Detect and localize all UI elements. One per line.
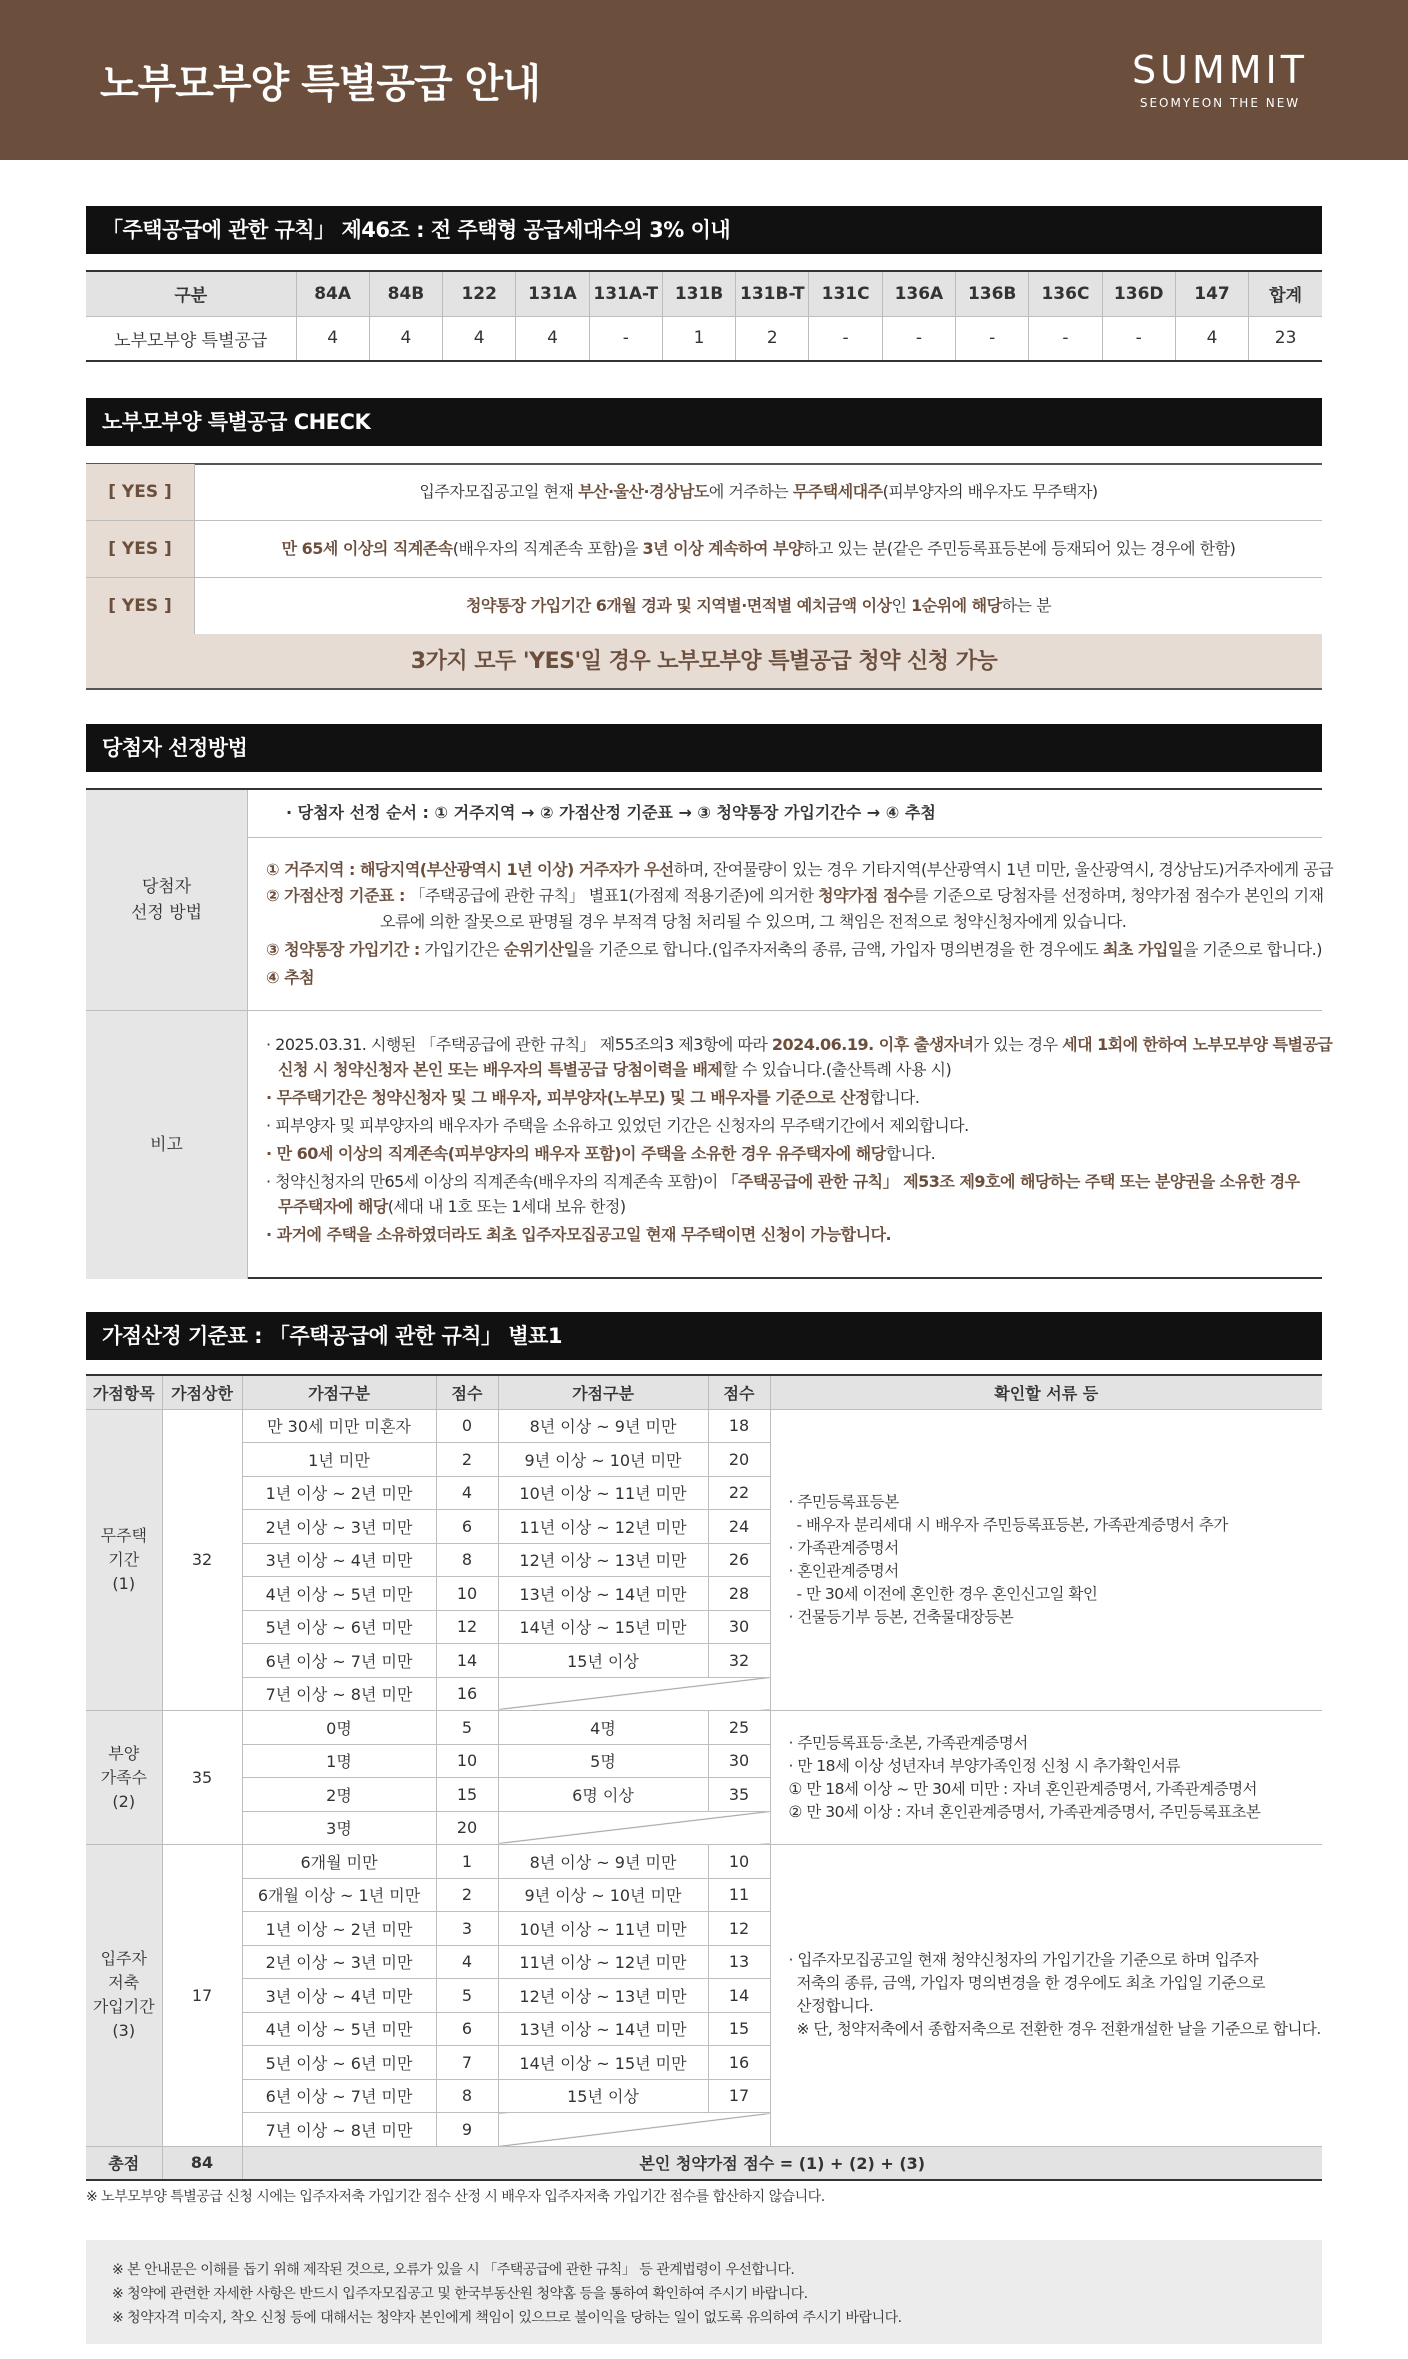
document-line: · 만 18세 이상 성년자녀 부양가족인정 신청 시 추가확인서류: [788, 1756, 1180, 1775]
check-summary: 3가지 모두 'YES'일 경우 노부모부양 특별공급 청약 신청 가능: [86, 634, 1322, 690]
score-cell: 4: [436, 1945, 498, 1979]
score-cell: 15: [436, 1778, 498, 1812]
selection-method-label: 당첨자 선정 방법: [86, 790, 248, 1011]
supply-cell: -: [956, 316, 1029, 361]
score-cell: 30: [708, 1744, 770, 1778]
supply-cell: 4: [369, 316, 442, 361]
score-documents: [770, 1845, 1322, 2147]
document-line: · 혼인관계증명서: [788, 1561, 899, 1580]
score-cell: 12: [436, 1610, 498, 1644]
remark-line-5: · 청약신청자의 만65세 이상의 직계존속(배우자의 직계존속 포함)이 「주택공급에 관한 규칙」 제53조 제9호에 해당하는 주택 또는 분양권을 소유한 경우: [266, 1172, 1300, 1191]
total-formula: 본인 청약가점 점수 = (1) + (2) + (3): [242, 2146, 1322, 2180]
score-header-cell: 확인할 서류 등: [770, 1375, 1322, 1409]
check-section-title: 노부모부양 특별공급 CHECK: [86, 398, 1322, 446]
score-category-line: 기간: [108, 1549, 140, 1569]
remarks-label: 비고: [86, 1011, 248, 1279]
page-header: [0, 0, 1408, 160]
score-cell: 12년 이상 ~ 13년 미만: [498, 1979, 708, 2013]
score-limit: 32: [162, 1409, 242, 1711]
remark-line-1b: 신청 시 청약신청자 본인 또는 배우자의 특별공급 당첨이력을 배제할 수 있습니다.(출산특례 사용 시): [278, 1060, 952, 1079]
score-cell: 10: [436, 1744, 498, 1778]
yes-tag: [ YES ]: [86, 578, 195, 634]
score-cell: 20: [708, 1443, 770, 1477]
remark-line-2: · 무주택기간은 청약신청자 및 그 배우자, 피부양자(노부모) 및 그 배우자를 기준으로 산정합니다.: [266, 1088, 920, 1107]
score-category-line: (3): [112, 2021, 136, 2041]
score-table: [86, 1374, 1322, 2181]
supply-data-row: [86, 316, 1322, 361]
check-text-3: 청약통장 가입기간 6개월 경과 및 지역별·면적별 예치금액 이상인 1순위에 해당하는 분: [465, 596, 1052, 615]
score-header-cell: 점수: [708, 1375, 770, 1409]
document-line: - 배우자 분리세대 시 배우자 주민등록표등본, 가족관계증명서 추가: [796, 1515, 1228, 1534]
supply-header-cell: 136A: [882, 271, 955, 316]
supply-cell: 4: [1175, 316, 1248, 361]
brand-logo: [1130, 48, 1310, 110]
supply-cell: 2: [736, 316, 809, 361]
supply-cell: 4: [296, 316, 369, 361]
score-cell: 6개월 미만: [242, 1845, 436, 1879]
score-cell: 10년 이상 ~ 11년 미만: [498, 1476, 708, 1510]
score-cell: 32: [708, 1644, 770, 1678]
score-cell: 5: [436, 1979, 498, 2013]
score-cell: 1년 이상 ~ 2년 미만: [242, 1912, 436, 1946]
score-cell: 3: [436, 1912, 498, 1946]
score-category-line: (2): [112, 1791, 136, 1811]
score-cell: 2년 이상 ~ 3년 미만: [242, 1945, 436, 1979]
score-cell: 4: [436, 1476, 498, 1510]
check-row-2: [86, 521, 1322, 578]
supply-header-cell: 131C: [809, 271, 882, 316]
score-category-line: 부양: [108, 1743, 140, 1763]
score-footnote: ※ 노부모부양 특별공급 신청 시에는 입주자저축 가입기간 점수 산정 시 배우자 입주자저축 가입기간 점수를 합산하지 않습니다.: [86, 2189, 825, 2205]
score-cell: 11: [708, 1878, 770, 1912]
page-title: 노부모부양 특별공급 안내: [100, 61, 540, 107]
remarks-body: [248, 1011, 1333, 1279]
selection-order: · 당첨자 선정 순서 : ① 거주지역 → ② 가점산정 기준표 → ③ 청약통장 가입기간수 → ④ 추첨: [248, 790, 1322, 838]
supply-header-cell: 131A-T: [589, 271, 662, 316]
supply-header-cell: 136B: [956, 271, 1029, 316]
score-cell: 5명: [498, 1744, 708, 1778]
score-cell: 1년 이상 ~ 2년 미만: [242, 1476, 436, 1510]
check-row-3: [86, 578, 1322, 635]
empty-diagonal-cell: [498, 1677, 770, 1711]
score-cell: 1: [436, 1845, 498, 1879]
supply-header-cell: 84A: [296, 271, 369, 316]
check-row-1: [86, 464, 1322, 521]
check-text-1: 입주자모집공고일 현재 부산·울산·경상남도에 거주하는 무주택세대주(피부양자의 배우자도 무주택자): [419, 482, 1098, 501]
logo-sub-text: SEOMYEON THE NEW: [1139, 96, 1301, 110]
document-line: ※ 단, 청약저축에서 종합저축으로 전환한 경우 전환개설한 날을 기준으로 합니다.: [796, 2020, 1321, 2039]
note-line: ※ 청약에 관련한 자세한 사항은 반드시 입주자모집공고 및 한국부동산원 청약홈 등을 통하여 확인하여 주시기 바랍니다.: [112, 2286, 808, 2302]
document-line: · 건물등기부 등본, 건축물대장등본: [788, 1607, 1014, 1626]
score-row: [86, 1409, 1322, 1443]
score-header-cell: 가점구분: [498, 1375, 708, 1409]
selection-section-title: 당첨자 선정방법: [86, 724, 1322, 772]
document-line: - 만 30세 이전에 혼인한 경우 혼인신고일 확인: [796, 1584, 1098, 1603]
score-cell: 2년 이상 ~ 3년 미만: [242, 1510, 436, 1544]
score-cell: 6: [436, 2012, 498, 2046]
supply-header-cell: 136D: [1102, 271, 1175, 316]
remark-line-3: · 피부양자 및 피부양자의 배우자가 주택을 소유하고 있었던 기간은 신청자의 무주택기간에서 제외합니다.: [266, 1116, 969, 1135]
logo-main-text: SUMMIT: [1132, 48, 1308, 92]
supply-cell: 1: [662, 316, 735, 361]
remark-line-4: · 만 60세 이상의 직계존속(피부양자의 배우자 포함)이 주택을 소유한 경우 유주택자에 해당합니다.: [266, 1144, 936, 1163]
supply-header-cell: 131A: [516, 271, 589, 316]
selection-table: [86, 788, 1334, 1279]
supply-header-row: [86, 271, 1322, 316]
score-cell: 10년 이상 ~ 11년 미만: [498, 1912, 708, 1946]
document-line: · 주민등록표등·초본, 가족관계증명서: [788, 1733, 1028, 1752]
method-line-2b: 오류에 의한 잘못으로 판명될 경우 부적격 당첨 처리될 수 있으며, 그 책임은 전적으로 청약신청자에게 있습니다.: [380, 912, 1127, 931]
score-cell: 7년 이상 ~ 8년 미만: [242, 1677, 436, 1711]
score-cell: 17: [708, 2079, 770, 2113]
score-cell: 20: [436, 1811, 498, 1845]
score-cell: 11년 이상 ~ 12년 미만: [498, 1945, 708, 1979]
score-cell: 26: [708, 1543, 770, 1577]
score-header-cell: 가점항목: [86, 1375, 162, 1409]
score-cell: 30: [708, 1610, 770, 1644]
remark-line-1: · 2025.03.31. 시행된 「주택공급에 관한 규칙」 제55조의3 제3항에 따라 2024.06.19. 이후 출생자녀가 있는 경우 세대 1회에 한하여 노부모부양 특별공급: [266, 1035, 1333, 1054]
supply-cell: -: [1102, 316, 1175, 361]
score-cell: 8: [436, 1543, 498, 1577]
method-line-2: ② 가점산정 기준표 : 「주택공급에 관한 규칙」 별표1(가점제 적용기준)에 의거한 청약가점 점수를 기준으로 당첨자를 선정하며, 청약가점 점수가 본인의 기재: [266, 886, 1324, 905]
method-line-4: ④ 추첨: [266, 968, 315, 987]
score-cell: 12년 이상 ~ 13년 미만: [498, 1543, 708, 1577]
score-category: [86, 1711, 162, 1845]
score-cell: 6명 이상: [498, 1778, 708, 1812]
document-line: 산정합니다.: [796, 1997, 874, 2016]
score-cell: 16: [436, 1677, 498, 1711]
score-cell: 10: [708, 1845, 770, 1879]
score-category: [86, 1409, 162, 1711]
score-cell: 6년 이상 ~ 7년 미만: [242, 2079, 436, 2113]
score-cell: 14년 이상 ~ 15년 미만: [498, 2046, 708, 2080]
supply-header-cell: 147: [1175, 271, 1248, 316]
score-row: [86, 1711, 1322, 1745]
score-cell: 7: [436, 2046, 498, 2080]
supply-cell: -: [809, 316, 882, 361]
supply-header-cell: 84B: [369, 271, 442, 316]
selection-method-body: [248, 838, 1334, 1011]
score-cell: 7년 이상 ~ 8년 미만: [242, 2113, 436, 2147]
score-cell: 11년 이상 ~ 12년 미만: [498, 1510, 708, 1544]
supply-header-cell: 구분: [86, 271, 296, 316]
score-cell: 2명: [242, 1778, 436, 1812]
score-cell: 0: [436, 1409, 498, 1443]
score-cell: 14년 이상 ~ 15년 미만: [498, 1610, 708, 1644]
score-cell: 3년 이상 ~ 4년 미만: [242, 1979, 436, 2013]
score-limit: 35: [162, 1711, 242, 1845]
score-cell: 4년 이상 ~ 5년 미만: [242, 1577, 436, 1611]
supply-header-cell: 합계: [1249, 271, 1322, 316]
score-cell: 9년 이상 ~ 10년 미만: [498, 1878, 708, 1912]
score-cell: 3년 이상 ~ 4년 미만: [242, 1543, 436, 1577]
score-category-line: 입주자: [100, 1949, 147, 1969]
score-cell: 16: [708, 2046, 770, 2080]
score-limit: 17: [162, 1845, 242, 2147]
score-cell: 6: [436, 1510, 498, 1544]
score-category-line: 무주택: [100, 1525, 147, 1545]
score-cell: 1명: [242, 1744, 436, 1778]
score-cell: 5: [436, 1711, 498, 1745]
supply-cell: -: [882, 316, 955, 361]
score-cell: 13년 이상 ~ 14년 미만: [498, 1577, 708, 1611]
document-line: 저축의 종류, 금액, 가입자 명의변경을 한 경우에도 최초 가입일 기준으로: [796, 1974, 1265, 1993]
score-cell: 13년 이상 ~ 14년 미만: [498, 2012, 708, 2046]
empty-diagonal-cell: [498, 1811, 770, 1845]
supply-cell: -: [589, 316, 662, 361]
yes-tag: [ YES ]: [86, 521, 195, 577]
supply-cell: 노부모부양 특별공급: [86, 316, 296, 361]
document-line: ① 만 18세 이상 ~ 만 30세 미만 : 자녀 혼인관계증명서, 가족관계증명서: [788, 1779, 1258, 1798]
score-cell: 15년 이상: [498, 1644, 708, 1678]
supply-header-cell: 131B-T: [736, 271, 809, 316]
score-header-cell: 가점상한: [162, 1375, 242, 1409]
score-cell: 0명: [242, 1711, 436, 1745]
score-cell: 15: [708, 2012, 770, 2046]
score-cell: 만 30세 미만 미혼자: [242, 1409, 436, 1443]
score-cell: 14: [436, 1644, 498, 1678]
document-line: · 가족관계증명서: [788, 1538, 899, 1557]
score-documents: [770, 1409, 1322, 1711]
score-cell: 12: [708, 1912, 770, 1946]
score-documents: [770, 1711, 1322, 1845]
score-cell: 2: [436, 1443, 498, 1477]
score-cell: 8년 이상 ~ 9년 미만: [498, 1409, 708, 1443]
supply-header-cell: 136C: [1029, 271, 1102, 316]
note-line: ※ 본 안내문은 이해를 돕기 위해 제작된 것으로, 오류가 있을 시 「주택공급에 관한 규칙」 등 관계법령이 우선합니다.: [112, 2262, 795, 2278]
score-cell: 24: [708, 1510, 770, 1544]
score-cell: 4명: [498, 1711, 708, 1745]
score-cell: 18: [708, 1409, 770, 1443]
document-line: · 주민등록표등본: [788, 1492, 899, 1511]
score-row: [86, 1845, 1322, 1879]
score-header-cell: 가점구분: [242, 1375, 436, 1409]
score-cell: 13: [708, 1945, 770, 1979]
score-cell: 22: [708, 1476, 770, 1510]
notes-box: [86, 2240, 1322, 2344]
score-cell: 10: [436, 1577, 498, 1611]
score-cell: 2: [436, 1878, 498, 1912]
supply-cell: 4: [516, 316, 589, 361]
note-line: ※ 청약자격 미숙지, 착오 신청 등에 대해서는 청약자 본인에게 책임이 있으므로 불이익을 당하는 일이 없도록 유의하여 주시기 바랍니다.: [112, 2310, 902, 2326]
score-cell: 5년 이상 ~ 6년 미만: [242, 1610, 436, 1644]
score-category-line: 가족수: [100, 1767, 147, 1787]
empty-diagonal-cell: [498, 2113, 770, 2147]
score-cell: 25: [708, 1711, 770, 1745]
score-category-line: (1): [112, 1573, 136, 1593]
total-value: 84: [162, 2146, 242, 2180]
score-cell: 3명: [242, 1811, 436, 1845]
score-cell: 1년 미만: [242, 1443, 436, 1477]
method-line-3: ③ 청약통장 가입기간 : 가입기간은 순위기산일을 기준으로 합니다.(입주자저축의 종류, 금액, 가입자 명의변경을 한 경우에도 최초 가입일을 기준으로 합니다.): [266, 940, 1322, 959]
score-cell: 4년 이상 ~ 5년 미만: [242, 2012, 436, 2046]
total-label: 총점: [86, 2146, 162, 2180]
score-header-row: [86, 1375, 1322, 1409]
score-category: [86, 1845, 162, 2147]
supply-table: [86, 270, 1322, 362]
remark-line-5b: 무주택자에 해당(세대 내 1호 또는 1세대 보유 한정): [278, 1197, 626, 1216]
score-cell: 28: [708, 1577, 770, 1611]
supply-cell: 23: [1249, 316, 1322, 361]
supply-header-cell: 122: [443, 271, 516, 316]
supply-cell: -: [1029, 316, 1102, 361]
score-cell: 8: [436, 2079, 498, 2113]
supply-section-title: 「주택공급에 관한 규칙」 제46조 : 전 주택형 공급세대수의 3% 이내: [86, 206, 1322, 254]
score-section-title: 가점산정 기준표 : 「주택공급에 관한 규칙」 별표1: [86, 1312, 1322, 1360]
check-text-2: 만 65세 이상의 직계존속(배우자의 직계존속 포함)을 3년 이상 계속하여 부양하고 있는 분(같은 주민등록표등본에 등재되어 있는 경우에 한함): [281, 539, 1236, 558]
method-line-1: ① 거주지역 : 해당지역(부산광역시 1년 이상) 거주자가 우선하며, 잔여물량이 있는 경우 기타지역(부산광역시 1년 미만, 울산광역시, 경상남도)거주자에게 공급: [266, 860, 1334, 879]
score-cell: 9년 이상 ~ 10년 미만: [498, 1443, 708, 1477]
score-cell: 6년 이상 ~ 7년 미만: [242, 1644, 436, 1678]
score-cell: 9: [436, 2113, 498, 2147]
score-header-cell: 점수: [436, 1375, 498, 1409]
document-line: ② 만 30세 이상 : 자녀 혼인관계증명서, 가족관계증명서, 주민등록표초본: [788, 1802, 1261, 1821]
score-cell: 5년 이상 ~ 6년 미만: [242, 2046, 436, 2080]
score-cell: 6개월 이상 ~ 1년 미만: [242, 1878, 436, 1912]
score-cell: 15년 이상: [498, 2079, 708, 2113]
supply-header-cell: 131B: [662, 271, 735, 316]
yes-tag: [ YES ]: [86, 464, 195, 520]
score-cell: 35: [708, 1778, 770, 1812]
score-category-line: 저축: [108, 1973, 140, 1993]
document-line: · 입주자모집공고일 현재 청약신청자의 가입기간을 기준으로 하며 입주자: [788, 1951, 1259, 1970]
remark-line-6: · 과거에 주택을 소유하였더라도 최초 입주자모집공고일 현재 무주택이면 신청이 가능합니다.: [266, 1225, 892, 1244]
score-cell: 14: [708, 1979, 770, 2013]
supply-cell: 4: [443, 316, 516, 361]
score-cell: 8년 이상 ~ 9년 미만: [498, 1845, 708, 1879]
score-total-row: [86, 2146, 1322, 2180]
score-category-line: 가입기간: [92, 1997, 155, 2017]
